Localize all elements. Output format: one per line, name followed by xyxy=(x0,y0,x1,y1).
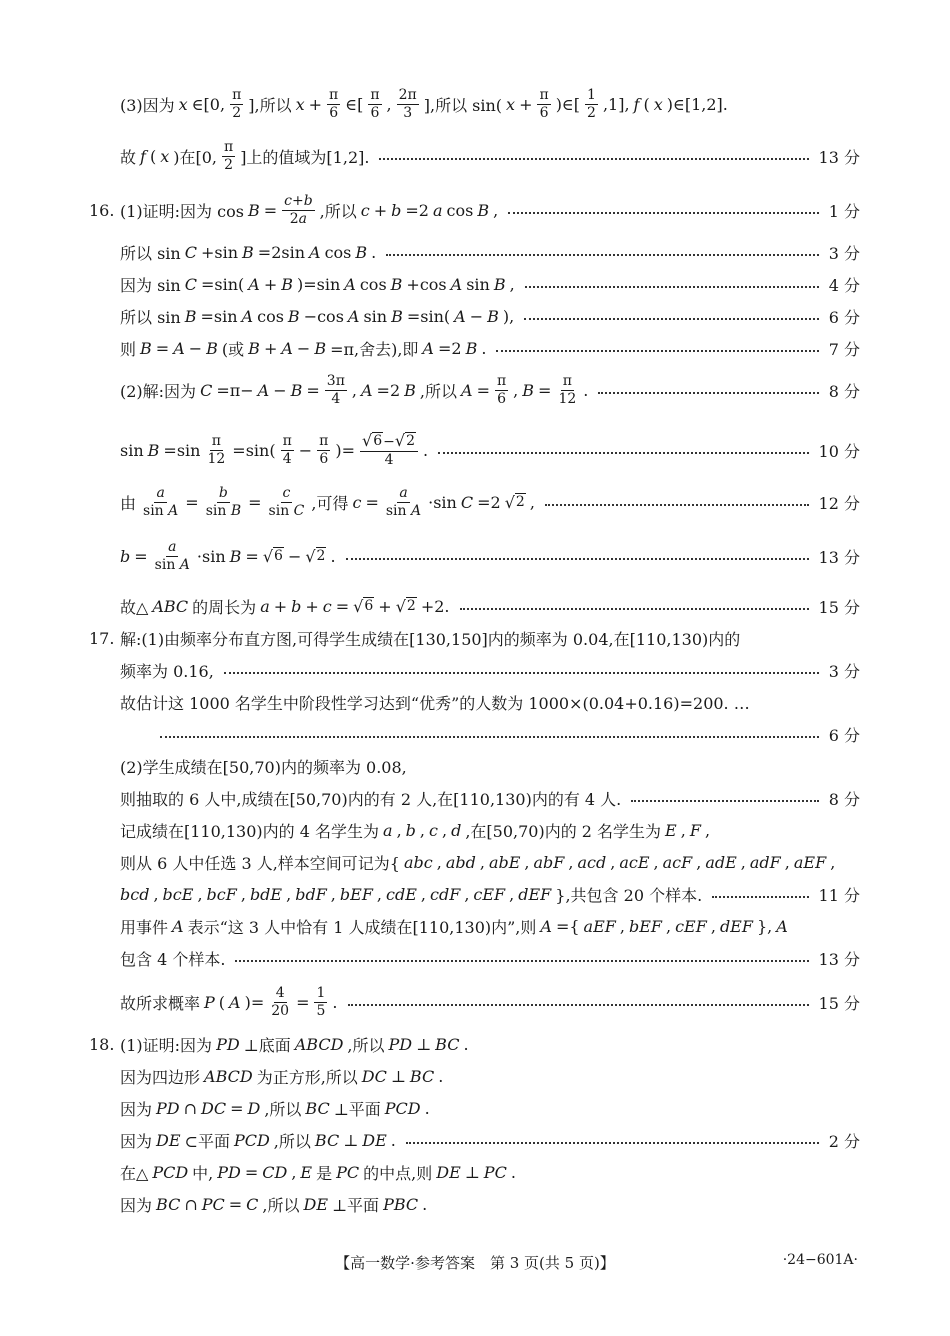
score-label: 13 分 xyxy=(818,547,860,567)
answer-line xyxy=(0,190,950,230)
dot-leader xyxy=(598,392,818,394)
footer-code: ·24−601A· xyxy=(782,1252,858,1268)
score-label: 13 分 xyxy=(818,147,860,167)
solution-text: 因为四边形 ABCD 为正方形,所以 DC ⊥ BC . xyxy=(120,1066,444,1087)
dot-leader xyxy=(524,318,819,320)
solution-text: 由 a sin A = b sin B = c sin C ,可得 c = a sin A ·sin C =2 √ 2 , xyxy=(120,484,535,519)
solution-text: (1)证明:因为 PD ⊥底面 ABCD ,所以 PD ⊥ BC . xyxy=(120,1034,469,1055)
solution-text: 记成绩在[110,130)内的 4 名学生为 a , b , c , d ,在[50,70)内的 2 名学生为 E , F , xyxy=(120,820,711,841)
answer-line xyxy=(0,482,950,522)
score-label: 2 分 xyxy=(828,1131,860,1151)
dot-leader xyxy=(712,896,808,898)
score-label: 3 分 xyxy=(828,661,860,681)
score-label: 13 分 xyxy=(818,949,860,969)
solution-text: (3)因为 x ∈[0, π 2 ],所以 x + π 6 ∈[ π 6 , 2π 3 ],所以 sin( x + π 6 )∈[ 1 2 ,1], f ( x )∈[1,2]. xyxy=(120,86,728,121)
solution-text: 频率为 0.16, xyxy=(120,661,214,681)
solution-text: 则 B = A − B (或 B + A − B =π,舍去),即 A =2 B . xyxy=(120,338,487,359)
answer-line xyxy=(0,370,950,410)
dot-leader xyxy=(160,736,819,738)
score-label: 1 分 xyxy=(828,201,860,221)
dot-leader xyxy=(224,672,819,674)
solution-text: 在△ PCD 中, PD = CD , E 是 PC 的中点,则 DE ⊥ PC . xyxy=(120,1162,516,1183)
footer-title: 【高一数学·参考答案 第 3 页(共 5 页)】 xyxy=(335,1254,615,1272)
dot-leader xyxy=(631,800,818,802)
solution-text: 故所求概率 P ( A )= 4 20 = 1 5 . xyxy=(120,984,338,1019)
dot-leader xyxy=(348,1004,809,1006)
dot-leader xyxy=(438,452,808,454)
solution-text: 所以 sin B =sin A cos B −cos A sin B =sin( A − B ), xyxy=(120,306,515,327)
answer-line xyxy=(0,136,950,176)
question-number: 18. xyxy=(89,1034,115,1054)
score-label: 6 分 xyxy=(828,307,860,327)
dot-leader xyxy=(346,558,809,560)
score-label: 12 分 xyxy=(818,493,860,513)
dot-leader xyxy=(525,286,819,288)
dot-leader xyxy=(508,212,819,214)
solution-text: 包含 4 个样本. xyxy=(120,949,226,969)
score-label: 8 分 xyxy=(828,789,860,809)
answer-line xyxy=(0,430,950,470)
dot-leader xyxy=(545,504,809,506)
answer-line xyxy=(0,982,950,1022)
solution-text: 解:(1)由频率分布直方图,可得学生成绩在[130,150]内的频率为 0.04,在[110,130)内的 xyxy=(120,629,741,649)
solution-text: 因为 BC ∩ PC = C ,所以 DE ⊥平面 PBC . xyxy=(120,1194,428,1215)
solution-text: 则从 6 人中任选 3 人,样本空间可记为{ abc , abd , abE , abF , acd , acE , acF , adE , adF , aEF , xyxy=(120,852,836,873)
score-label: 11 分 xyxy=(818,885,860,905)
solution-text: 故估计这 1000 名学生中阶段性学习达到“优秀”的人数为 1000×(0.04+0.16)=200. … xyxy=(120,693,750,713)
answer-line xyxy=(0,536,950,576)
question-number: 16. xyxy=(89,200,115,220)
solution-text: 则抽取的 6 人中,成绩在[50,70)内的有 2 人,在[110,130)内的有 4 人. xyxy=(120,789,622,809)
answer-line xyxy=(0,328,950,368)
solution-text: (1)证明:因为 cos B = c+b 2a ,所以 c + b =2 a cos B , xyxy=(120,192,499,227)
solution-text: sin B =sin π 12 =sin( π 4 − π 6 )= √ 6 − √ 2 4 . xyxy=(120,430,429,468)
dot-leader xyxy=(235,960,808,962)
solution-text: (2)学生成绩在[50,70)内的频率为 0.08, xyxy=(120,757,407,777)
solution-text: 因为 DE ⊂平面 PCD ,所以 BC ⊥ DE . xyxy=(120,1130,396,1151)
answer-line xyxy=(0,938,950,978)
score-label: 15 分 xyxy=(818,597,860,617)
score-label: 7 分 xyxy=(828,339,860,359)
score-label: 3 分 xyxy=(828,243,860,263)
dot-leader xyxy=(379,158,808,160)
solution-text: bcd , bcE , bcF , bdE , bdF , bEF , cdE , cdF , cEF , dEF },共包含 20 个样本. xyxy=(120,884,703,905)
score-label: 10 分 xyxy=(818,441,860,461)
solution-text: 故△ ABC 的周长为 a + b + c = √ 6 + √ 2 +2. xyxy=(120,596,450,617)
score-label: 8 分 xyxy=(828,381,860,401)
dot-leader xyxy=(496,350,818,352)
dot-leader xyxy=(406,1142,819,1144)
solution-text: 因为 sin C =sin( A + B )=sin A cos B +cos A sin B , xyxy=(120,274,515,295)
question-number: 17. xyxy=(89,628,115,648)
page-footer xyxy=(0,1248,950,1278)
score-label: 4 分 xyxy=(828,275,860,295)
solution-text: b = a sin A ·sin B = √ 6 − √ 2 . xyxy=(120,538,336,573)
solution-text: (2)解:因为 C =π− A − B = 3π 4 , A =2 B ,所以 A = π 6 , B = π 12 . xyxy=(120,372,589,407)
dot-leader xyxy=(460,608,809,610)
solution-text: 故 f ( x )在[0, π 2 ]上的值域为[1,2]. xyxy=(120,138,370,173)
solution-text: 用事件 A 表示“这 3 人中恰有 1 人成绩在[110,130)内”,则 A ={ aEF , bEF , cEF , dEF }, A xyxy=(120,916,788,937)
answer-line xyxy=(0,1184,950,1224)
answer-line xyxy=(0,84,950,124)
solution-text: 所以 sin C +sin B =2sin A cos B . xyxy=(120,242,377,263)
solution-text: 因为 PD ∩ DC = D ,所以 BC ⊥平面 PCD . xyxy=(120,1098,430,1119)
dot-leader xyxy=(386,254,818,256)
score-label: 15 分 xyxy=(818,993,860,1013)
score-label: 6 分 xyxy=(828,725,860,745)
